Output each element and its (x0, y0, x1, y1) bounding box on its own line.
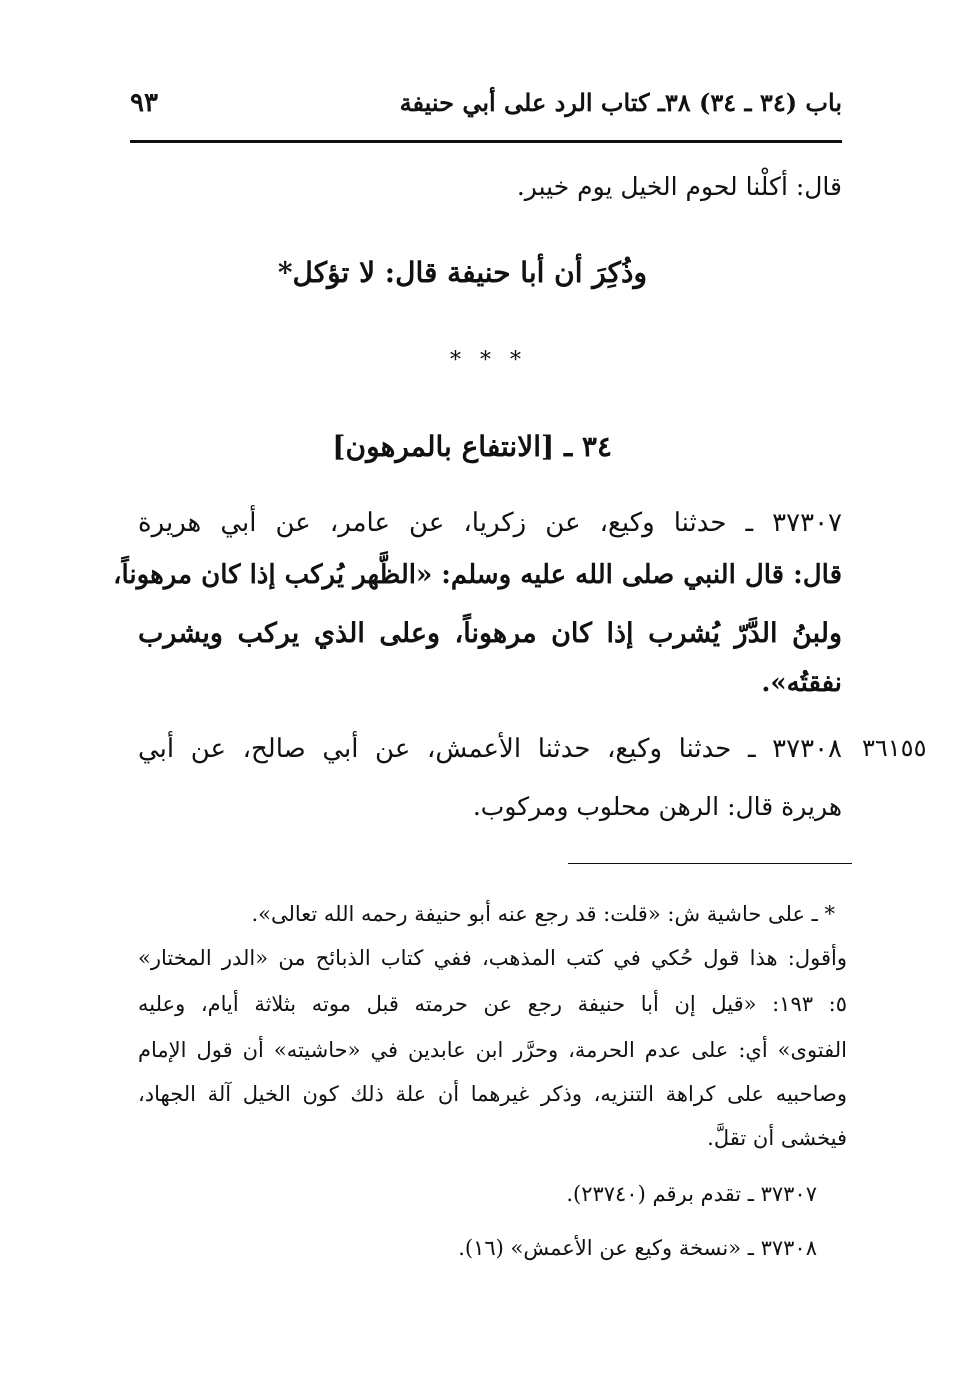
footnote-line-4: الفتوى» أي: على عدم الحرمة، وحرَّر ابن عابدين في «حاشيته» أن قول الإمام (138, 1038, 847, 1062)
hadith-1-line-2: قال: قال النبي صلى الله عليه وسلم: «الظَّهر يُركب إذا كان مرهوناً، (113, 560, 842, 590)
hadith-2-line-1: ٣٧٣٠٨ ـ حدثنا وكيع، حدثنا الأعمش، عن أبي صالح، عن أبي (138, 734, 842, 764)
footnote-line-2: وأقول: هذا قول حُكي في كتب المذهب، ففي كتاب الذبائح من «الدر المختار» (138, 946, 847, 970)
hadith-2-line-2: هريرة قال: الرهن محلوب ومركوب. (472, 792, 842, 821)
hadith-1-line-3: ولبنُ الدَّرّ يُشرب إذا كان مرهوناً، وعلى الذي يركب ويشرب (138, 618, 842, 649)
footnote-line-7: ٣٧٣٠٧ ـ تقدم برقم (٢٣٧٤٠). (566, 1182, 817, 1206)
page-number: ٩٣ (130, 88, 158, 118)
margin-reference-number: ٣٦١٥٥ (862, 734, 927, 762)
header-rule (130, 140, 842, 143)
footnote-line-1: * ـ على حاشية ش: «قلت: قد رجع عنه أبو حنيفة رحمه الله تعالى». (251, 902, 835, 926)
section-separator: * * * (450, 348, 527, 373)
section-title: ٣٤ ـ [الانتفاع بالمرهون] (332, 430, 612, 463)
footnote-line-3: ٥: ١٩٣: «قيل إن أبا حنيفة رجع عن حرمته قبل موته بثلاثة أيام، وعليه (138, 992, 847, 1016)
footnote-line-8: ٣٧٣٠٨ ـ «نسخة وكيع عن الأعمش» (١٦). (458, 1236, 817, 1260)
hadith-1-line-4: نفقتُه». (761, 668, 842, 698)
footnote-line-5: وصاحبيه على كراهة التنزيه، وذكر غيرهما أن علة ذلك كون الخيل آلة الجهاد، (138, 1082, 847, 1106)
hadith-1-line-1: ٣٧٣٠٧ ـ حدثنا وكيع، عن زكريا، عن عامر، عن أبي هريرة (138, 508, 842, 538)
footnote-line-6: فيخشى أن تقلَّ. (707, 1126, 847, 1150)
statement-line: وذُكِرَ أن أبا حنيفة قال: لا تؤكل* (277, 256, 647, 289)
running-title: باب (٣٤ ـ ٣٤) ٣٨ـ كتاب الرد على أبي حنيفة (399, 88, 842, 117)
footnote-rule (568, 863, 852, 864)
text-line: قال: أكلْنا لحوم الخيل يوم خيبر. (516, 172, 842, 201)
